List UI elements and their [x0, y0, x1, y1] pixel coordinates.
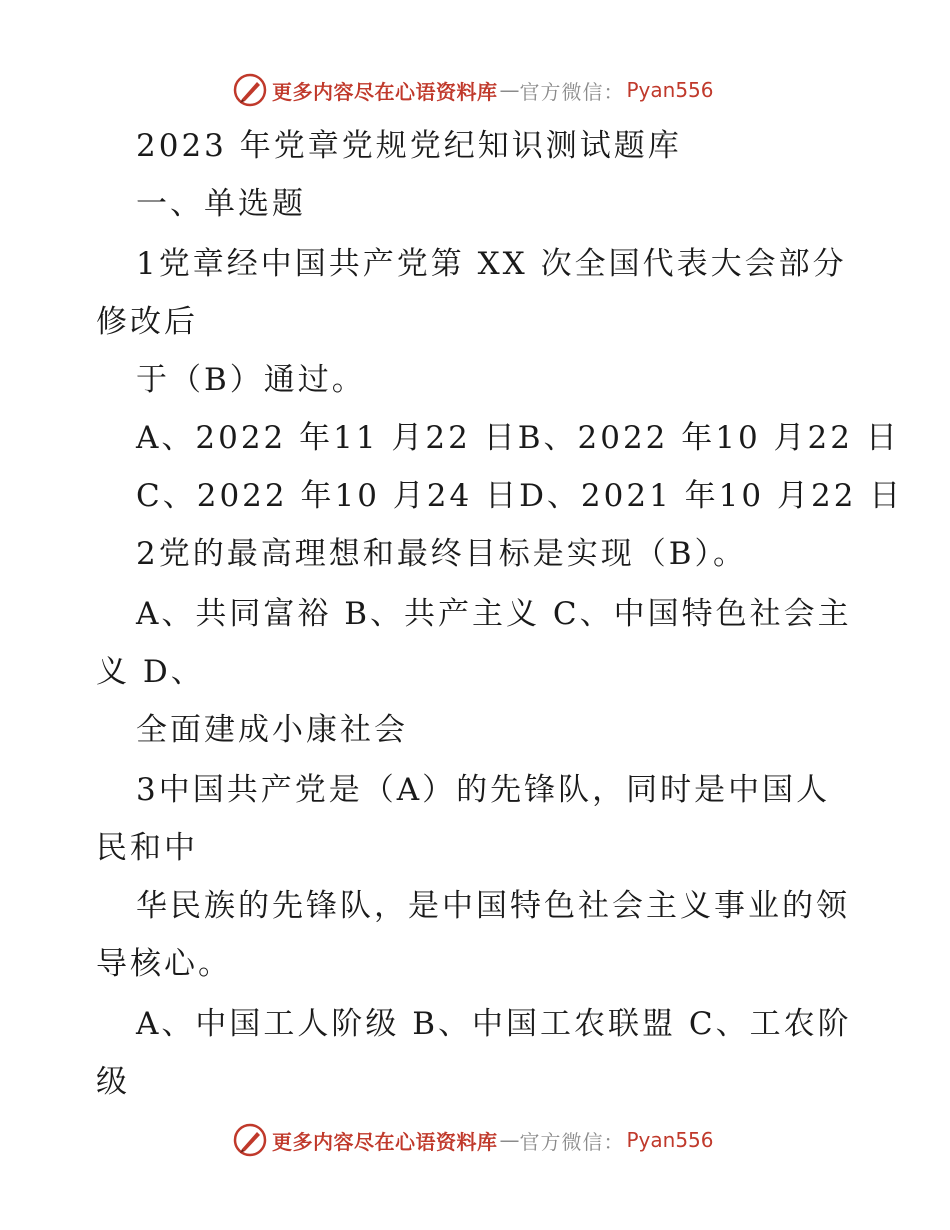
section-heading: 一、单选题 [136, 186, 306, 222]
text-line: C、2022 年10 月24 日D、2021 年10 月22 日 [136, 478, 904, 514]
watermark-separator: — [499, 78, 520, 102]
watermark-separator: — [499, 1128, 520, 1152]
text-line: 3中国共产党是（A）的先锋队，同时是中国人 [136, 772, 831, 808]
text-line: 华民族的先锋队，是中国特色社会主义事业的领 [136, 888, 850, 924]
watermark-wechat-id: Pyan556 [626, 78, 714, 102]
watermark-header [232, 70, 714, 110]
text-line: A、中国工人阶级 B、中国工农联盟 C、工农阶 [136, 1006, 852, 1042]
text-line: 1党章经中国共产党第 XX 次全国代表大会部分 [136, 246, 847, 282]
watermark-footer [232, 1120, 714, 1160]
watermark-brand: 更多内容尽在心语资料库 [272, 1129, 498, 1154]
text-line: 民和中 [96, 830, 198, 866]
pen-logo-icon [232, 1122, 268, 1158]
text-line: 修改后 [96, 304, 198, 340]
text-line: 级 [96, 1064, 130, 1100]
text-line: A、共同富裕 B、共产主义 C、中国特色社会主 [136, 596, 852, 632]
text-line: 于（B）通过。 [136, 362, 366, 398]
watermark-label: 官方微信： [519, 79, 625, 104]
text-line: A、2022 年11 月22 日B、2022 年10 月22 日 [136, 420, 900, 456]
text-line: 义 D、 [96, 654, 205, 690]
watermark-label: 官方微信： [519, 1129, 625, 1154]
document-title: 2023 年党章党规党纪知识测试题库 [136, 128, 682, 164]
watermark-brand: 更多内容尽在心语资料库 [272, 79, 498, 104]
text-line: 2党的最高理想和最终目标是实现（B）。 [136, 536, 748, 572]
pen-logo-icon [232, 72, 268, 108]
watermark-wechat-id: Pyan556 [626, 1128, 714, 1152]
text-line: 导核心。 [96, 946, 232, 982]
text-line: 全面建成小康社会 [136, 712, 408, 748]
